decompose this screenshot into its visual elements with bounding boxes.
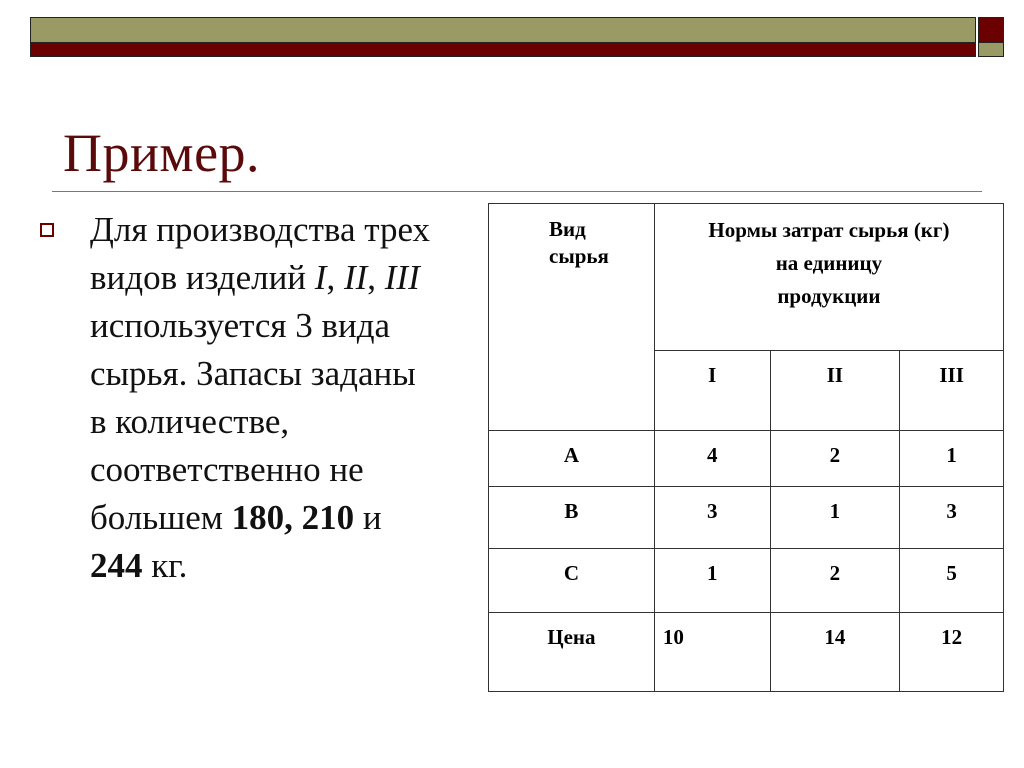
- column-header-product: II: [770, 351, 900, 431]
- text-line: соответственно не: [90, 450, 364, 489]
- top-bar-olive-square: [978, 43, 1004, 57]
- table-cell: 1: [770, 487, 900, 549]
- table-cell: 2: [770, 431, 900, 487]
- row-label: В: [489, 487, 655, 549]
- price-cell: 10: [654, 613, 770, 692]
- text-line: сырья. Запасы заданы: [90, 354, 416, 393]
- bullet-square-icon: [40, 223, 54, 237]
- table-cell: 3: [900, 487, 1004, 549]
- text-line: большем 180, 210 и: [90, 498, 382, 537]
- table-row: [489, 431, 1004, 487]
- price-cell: 12: [900, 613, 1004, 692]
- product-name: III: [384, 258, 420, 297]
- title-divider: [52, 191, 982, 192]
- stock-amounts: 180, 210: [231, 498, 355, 537]
- text-line: в количестве,: [90, 402, 290, 441]
- problem-statement: [90, 206, 490, 590]
- table-row: [489, 487, 1004, 549]
- row-label: Цена: [489, 613, 655, 692]
- column-header-product: I: [654, 351, 770, 431]
- resource-norms-table: [488, 203, 1004, 692]
- table-cell: 1: [654, 549, 770, 613]
- stock-amount: 244: [90, 546, 143, 585]
- row-label: С: [489, 549, 655, 613]
- top-decorative-bar: [30, 17, 1004, 57]
- table-cell: 4: [654, 431, 770, 487]
- product-name: I: [314, 258, 327, 297]
- table-row: [489, 549, 1004, 613]
- table-cell: 2: [770, 549, 900, 613]
- text-line: используется 3 вида: [90, 306, 391, 345]
- top-bar-olive-stripe: [30, 17, 976, 43]
- column-header-product: III: [900, 351, 1004, 431]
- table-cell: 3: [654, 487, 770, 549]
- top-bar-maroon-square: [978, 17, 1004, 43]
- header-material-type: Вид сырья: [489, 204, 655, 431]
- row-label: А: [489, 431, 655, 487]
- header-norms: Нормы затрат сырья (кг) на единицу продукции: [654, 204, 1003, 351]
- product-name: II: [343, 258, 368, 297]
- top-bar-maroon-stripe: [30, 43, 976, 57]
- text-line: видов изделий I, II, III: [90, 258, 420, 297]
- slide-title: Пример.: [63, 123, 261, 183]
- price-row: [489, 613, 1004, 692]
- text-line: Для производства трех: [90, 210, 431, 249]
- table-cell: 1: [900, 431, 1004, 487]
- text-line: 244 кг.: [90, 546, 188, 585]
- table-cell: 5: [900, 549, 1004, 613]
- price-cell: 14: [770, 613, 900, 692]
